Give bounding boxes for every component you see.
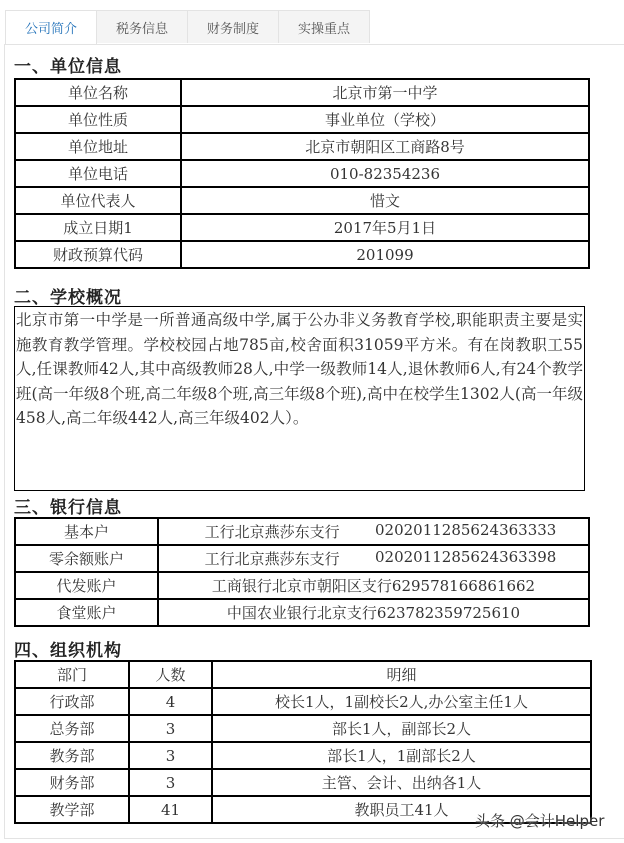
column-header: 人数 xyxy=(129,661,212,688)
account-detail xyxy=(158,545,589,572)
table-row xyxy=(15,518,589,545)
section-title-bank: 三、银行信息 xyxy=(14,498,122,518)
headcount: 41 xyxy=(129,796,212,823)
field-value: 201099 xyxy=(181,241,589,268)
dept-detail: 部长1人，1副部长2人 xyxy=(212,742,591,769)
table-row xyxy=(15,79,589,106)
table-row xyxy=(15,241,589,268)
dept-detail: 教职员工41人 xyxy=(212,796,591,823)
column-header: 明细 xyxy=(212,661,591,688)
tab-financial-system[interactable]: 财务制度 xyxy=(187,10,279,43)
section-title-overview: 二、学校概况 xyxy=(14,288,122,308)
dept-name: 总务部 xyxy=(15,715,129,742)
field-value: 北京市第一中学 xyxy=(181,79,589,106)
table-row xyxy=(15,742,591,769)
field-value: 010-82354236 xyxy=(181,160,589,187)
dept-detail: 部长1人，副部长2人 xyxy=(212,715,591,742)
account-type: 零余额账户 xyxy=(15,545,158,572)
headcount: 4 xyxy=(129,688,212,715)
tab-bar xyxy=(5,10,624,45)
section-title-org: 四、组织机构 xyxy=(14,641,122,661)
table-row xyxy=(15,769,591,796)
tab-tax-info[interactable]: 税务信息 xyxy=(96,10,188,43)
field-value: 惜文 xyxy=(181,187,589,214)
account-type: 基本户 xyxy=(15,518,158,545)
headcount: 3 xyxy=(129,742,212,769)
watermark: 头条 @会计Helper xyxy=(475,812,605,830)
field-label: 单位名称 xyxy=(15,79,181,106)
dept-detail: 主管、会计、出纳各1人 xyxy=(212,769,591,796)
table-row xyxy=(15,599,589,626)
field-value: 事业单位（学校） xyxy=(181,106,589,133)
account-detail: 工商银行北京市朝阳区支行629578166861662 xyxy=(158,572,589,599)
field-label: 单位代表人 xyxy=(15,187,181,214)
dept-name: 教学部 xyxy=(15,796,129,823)
table-row xyxy=(15,214,589,241)
column-header: 部门 xyxy=(15,661,129,688)
table-header-row xyxy=(15,661,591,688)
table-row xyxy=(15,160,589,187)
field-value: 北京市朝阳区工商路8号 xyxy=(181,133,589,160)
table-row xyxy=(15,715,591,742)
table-row xyxy=(15,545,589,572)
account-type: 代发账户 xyxy=(15,572,158,599)
account-detail: 中国农业银行北京支行623782359725610 xyxy=(158,599,589,626)
table-row xyxy=(15,572,589,599)
field-label: 单位地址 xyxy=(15,133,181,160)
dept-name: 教务部 xyxy=(15,742,129,769)
field-value: 2017年5月1日 xyxy=(181,214,589,241)
headcount: 3 xyxy=(129,715,212,742)
table-row xyxy=(15,133,589,160)
dept-name: 行政部 xyxy=(15,688,129,715)
tab-company-profile[interactable]: 公司简介 xyxy=(5,10,97,44)
account-type: 食堂账户 xyxy=(15,599,158,626)
field-label: 单位电话 xyxy=(15,160,181,187)
account-number: 0202011285624363398 xyxy=(375,548,557,566)
account-number: 0202011285624363333 xyxy=(375,521,557,539)
org-structure-table xyxy=(14,660,592,824)
unit-info-table xyxy=(14,78,590,269)
field-label: 财政预算代码 xyxy=(15,241,181,268)
tab-practice-points[interactable]: 实操重点 xyxy=(278,10,370,43)
table-row xyxy=(15,688,591,715)
table-row xyxy=(15,106,589,133)
section-title-unit-info: 一、单位信息 xyxy=(14,57,122,77)
dept-name: 财务部 xyxy=(15,769,129,796)
field-label: 成立日期1 xyxy=(15,214,181,241)
school-overview-text: 北京市第一中学是一所普通高级中学,属于公办非义务教育学校,职能职责主要是实施教育教学管理。学校校园占地785亩,校舍面积31059平方米。有在岗教职工55人,任课教师42人,其中高级教师28人,中学一级教师14人,退休教师6人,有24个教学班(高一年级8个班,高二年级8个班,高三年级8个班),高中在校学生1302人(高一年级458人,高二年级442人,高三年级402人）。 xyxy=(14,306,585,491)
bank-name: 工行北京燕莎东支行 xyxy=(204,550,340,568)
bank-info-table xyxy=(14,517,590,627)
bank-name: 工行北京燕莎东支行 xyxy=(204,523,340,541)
account-detail xyxy=(158,518,589,545)
dept-detail: 校长1人，1副校长2人,办公室主任1人 xyxy=(212,688,591,715)
headcount: 3 xyxy=(129,769,212,796)
field-label: 单位性质 xyxy=(15,106,181,133)
table-row xyxy=(15,187,589,214)
